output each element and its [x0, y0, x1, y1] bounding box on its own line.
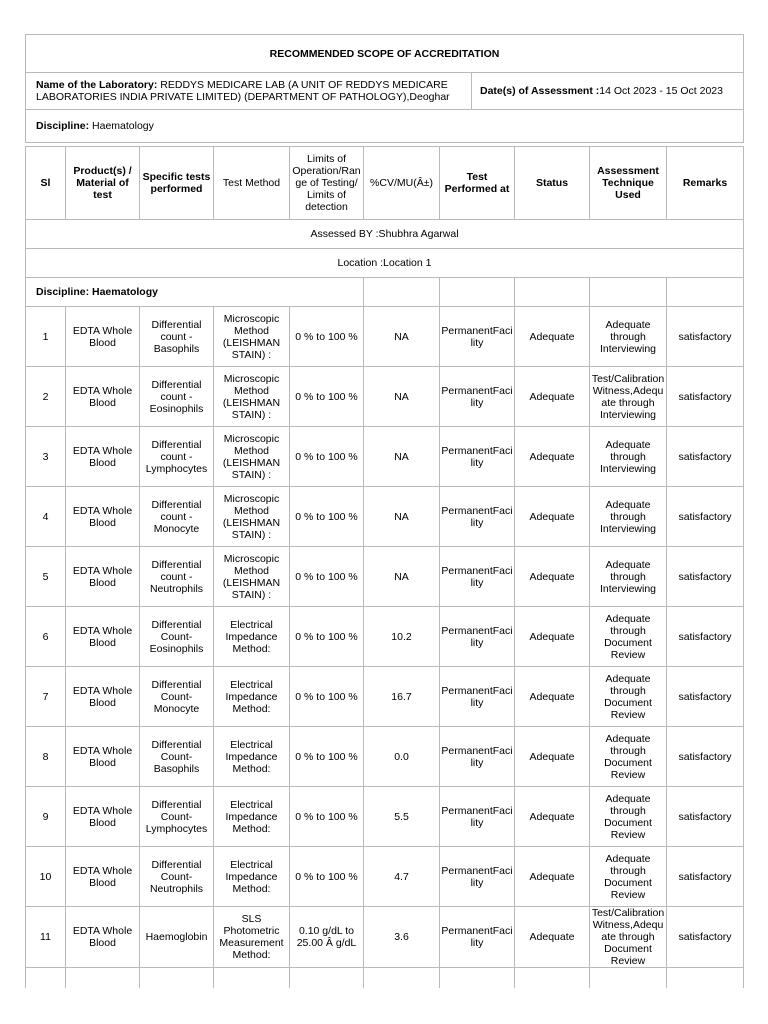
laboratory-name: REDDYS MEDICARE LAB (A UNIT OF REDDYS MEDICARE LABORATORIES INDIA PRIVATE LIMITED) (DEPARTMENT OF PATHOLOGY),Deoghar: [36, 79, 450, 103]
cell-limits: 0 % to 100 %: [290, 667, 364, 727]
empty-cell: [66, 968, 140, 989]
cell-product: EDTA Whole Blood: [66, 427, 140, 487]
cell-sl: 4: [26, 487, 66, 547]
location-row: [26, 249, 744, 278]
cell-remarks: satisfactory: [667, 487, 744, 547]
table-header-row: [26, 147, 744, 220]
cell-specific-test: Differential Count- Lymphocytes: [140, 787, 214, 847]
empty-cell: [590, 278, 667, 307]
empty-cell: [214, 968, 290, 989]
table-row: [26, 307, 744, 367]
cell-status: Adequate: [515, 367, 590, 427]
cell-test-method: Microscopic Method (LEISHMAN STAIN) :: [214, 487, 290, 547]
table-row: [26, 727, 744, 787]
table-row: [26, 547, 744, 607]
cell-limits: 0 % to 100 %: [290, 727, 364, 787]
cell-specific-test: Differential count - Eosinophils: [140, 367, 214, 427]
table-row: [26, 787, 744, 847]
cell-performed-at: PermanentFacility: [440, 547, 515, 607]
col-header-product: Product(s) / Material of test: [66, 147, 140, 220]
cell-performed-at: PermanentFacility: [440, 607, 515, 667]
cell-cv: 4.7: [364, 847, 440, 907]
cell-remarks: satisfactory: [667, 907, 744, 968]
cell-technique: Adequate through Interviewing: [590, 427, 667, 487]
cell-specific-test: Differential count - Neutrophils: [140, 547, 214, 607]
cell-cv: NA: [364, 307, 440, 367]
cell-remarks: satisfactory: [667, 427, 744, 487]
cell-remarks: satisfactory: [667, 727, 744, 787]
cell-status: Adequate: [515, 667, 590, 727]
cell-status: Adequate: [515, 427, 590, 487]
cell-test-method: Electrical Impedance Method:: [214, 847, 290, 907]
empty-cell: [440, 968, 515, 989]
cell-cv: 5.5: [364, 787, 440, 847]
cell-sl: 5: [26, 547, 66, 607]
cell-performed-at: PermanentFacility: [440, 367, 515, 427]
discipline-label: Discipline:: [36, 120, 90, 132]
cell-test-method: SLS Photometric Measurement Method:: [214, 907, 290, 968]
cell-cv: NA: [364, 367, 440, 427]
cell-test-method: Electrical Impedance Method:: [214, 607, 290, 667]
cell-sl: 8: [26, 727, 66, 787]
cell-specific-test: Differential Count- Monocyte: [140, 667, 214, 727]
empty-cell: [440, 278, 515, 307]
assessed-by: Assessed BY :Shubhra Agarwal: [26, 220, 744, 249]
cell-product: EDTA Whole Blood: [66, 367, 140, 427]
cell-status: Adequate: [515, 907, 590, 968]
cell-status: Adequate: [515, 547, 590, 607]
cell-limits: 0 % to 100 %: [290, 367, 364, 427]
cell-technique: Test/Calibration Witness,Adequate through Interviewing: [590, 367, 667, 427]
col-header-performed-at: Test Performed at: [440, 147, 515, 220]
cell-status: Adequate: [515, 727, 590, 787]
cell-test-method: Microscopic Method (LEISHMAN STAIN) :: [214, 547, 290, 607]
cell-sl: 6: [26, 607, 66, 667]
cell-technique: Adequate through Document Review: [590, 607, 667, 667]
cell-test-method: Electrical Impedance Method:: [214, 727, 290, 787]
cell-specific-test: Differential Count- Neutrophils: [140, 847, 214, 907]
cell-remarks: satisfactory: [667, 547, 744, 607]
cell-remarks: satisfactory: [667, 787, 744, 847]
cell-cv: 16.7: [364, 667, 440, 727]
discipline-value: Haematology: [92, 120, 154, 132]
empty-cell: [667, 278, 744, 307]
cell-test-method: Microscopic Method (LEISHMAN STAIN) :: [214, 367, 290, 427]
cell-performed-at: PermanentFacility: [440, 847, 515, 907]
assessment-date-label: Date(s) of Assessment :: [480, 85, 600, 97]
cell-status: Adequate: [515, 787, 590, 847]
cell-technique: Adequate through Document Review: [590, 727, 667, 787]
cell-test-method: Microscopic Method (LEISHMAN STAIN) :: [214, 427, 290, 487]
empty-cell: [140, 968, 214, 989]
cell-technique: Adequate through Interviewing: [590, 307, 667, 367]
cell-specific-test: Differential Count- Basophils: [140, 727, 214, 787]
cell-performed-at: PermanentFacility: [440, 667, 515, 727]
cell-product: EDTA Whole Blood: [66, 307, 140, 367]
cell-performed-at: PermanentFacility: [440, 907, 515, 968]
empty-cell: [590, 968, 667, 989]
col-header-cv: %CV/MU(Â±): [364, 147, 440, 220]
cell-limits: 0 % to 100 %: [290, 607, 364, 667]
cell-sl: 9: [26, 787, 66, 847]
cell-sl: 10: [26, 847, 66, 907]
col-header-sl: Sl: [26, 147, 66, 220]
empty-cell: [364, 278, 440, 307]
cell-sl: 11: [26, 907, 66, 968]
cell-specific-test: Haemoglobin: [140, 907, 214, 968]
col-header-remarks: Remarks: [667, 147, 744, 220]
cell-cv: 10.2: [364, 607, 440, 667]
cell-remarks: satisfactory: [667, 847, 744, 907]
cell-limits: 0 % to 100 %: [290, 307, 364, 367]
table-row: [26, 907, 744, 968]
cell-technique: Test/Calibration Witness,Adequate through Document Review: [590, 907, 667, 968]
cell-product: EDTA Whole Blood: [66, 727, 140, 787]
cell-sl: 7: [26, 667, 66, 727]
cell-product: EDTA Whole Blood: [66, 667, 140, 727]
table-row: [26, 847, 744, 907]
cell-specific-test: Differential count - Lymphocytes: [140, 427, 214, 487]
cell-status: Adequate: [515, 847, 590, 907]
cell-technique: Adequate through Document Review: [590, 847, 667, 907]
cell-product: EDTA Whole Blood: [66, 907, 140, 968]
cell-technique: Adequate through Document Review: [590, 787, 667, 847]
assessed-by-row: [26, 220, 744, 249]
document-title: RECOMMENDED SCOPE OF ACCREDITATION: [26, 35, 744, 73]
cell-remarks: satisfactory: [667, 307, 744, 367]
col-header-specific-tests: Specific tests performed: [140, 147, 214, 220]
cell-performed-at: PermanentFacility: [440, 727, 515, 787]
cell-product: EDTA Whole Blood: [66, 547, 140, 607]
cell-performed-at: PermanentFacility: [440, 787, 515, 847]
empty-cell: [290, 968, 364, 989]
empty-cell: [515, 968, 590, 989]
empty-cell: [26, 968, 66, 989]
assessment-date-value: 14 Oct 2023 - 15 Oct 2023: [599, 85, 723, 97]
table-row: [26, 487, 744, 547]
discipline-row: [26, 278, 744, 307]
col-header-test-method: Test Method: [214, 147, 290, 220]
cell-specific-test: Differential Count- Eosinophils: [140, 607, 214, 667]
cell-status: Adequate: [515, 607, 590, 667]
cell-technique: Adequate through Interviewing: [590, 487, 667, 547]
cell-cv: NA: [364, 427, 440, 487]
cell-sl: 2: [26, 367, 66, 427]
cell-cv: 0.0: [364, 727, 440, 787]
cell-specific-test: Differential count - Monocyte: [140, 487, 214, 547]
table-row: [26, 607, 744, 667]
empty-cell: [667, 968, 744, 989]
cell-limits: 0 % to 100 %: [290, 847, 364, 907]
cell-cv: NA: [364, 547, 440, 607]
table-row: [26, 427, 744, 487]
discipline-row-label: Discipline: Haematology: [26, 278, 364, 307]
cell-cv: 3.6: [364, 907, 440, 968]
cell-test-method: Electrical Impedance Method:: [214, 667, 290, 727]
discipline-cell: [26, 110, 744, 143]
scope-table: [25, 146, 744, 988]
cell-specific-test: Differential count - Basophils: [140, 307, 214, 367]
cell-remarks: satisfactory: [667, 367, 744, 427]
cell-performed-at: PermanentFacility: [440, 427, 515, 487]
cell-remarks: satisfactory: [667, 667, 744, 727]
cell-technique: Adequate through Document Review: [590, 667, 667, 727]
cell-limits: 0.10 g/dL to 25.00 Â g/dL: [290, 907, 364, 968]
laboratory-name-cell: [26, 73, 472, 110]
cell-sl: 1: [26, 307, 66, 367]
cell-technique: Adequate through Interviewing: [590, 547, 667, 607]
cell-product: EDTA Whole Blood: [66, 487, 140, 547]
cell-remarks: satisfactory: [667, 607, 744, 667]
assessment-date-cell: [472, 73, 744, 110]
table-row: [26, 667, 744, 727]
location: Location :Location 1: [26, 249, 744, 278]
col-header-technique: Assessment Technique Used: [590, 147, 667, 220]
cell-test-method: Microscopic Method (LEISHMAN STAIN) :: [214, 307, 290, 367]
cell-product: EDTA Whole Blood: [66, 607, 140, 667]
cell-sl: 3: [26, 427, 66, 487]
laboratory-label: Name of the Laboratory:: [36, 79, 158, 91]
cell-status: Adequate: [515, 487, 590, 547]
accreditation-document: [25, 34, 743, 988]
cell-product: EDTA Whole Blood: [66, 787, 140, 847]
cell-test-method: Electrical Impedance Method:: [214, 787, 290, 847]
table-row: [26, 367, 744, 427]
cell-limits: 0 % to 100 %: [290, 547, 364, 607]
cell-performed-at: PermanentFacility: [440, 307, 515, 367]
empty-cell: [515, 278, 590, 307]
cell-limits: 0 % to 100 %: [290, 787, 364, 847]
col-header-limits: Limits of Operation/Range of Testing/ Limits of detection: [290, 147, 364, 220]
col-header-status: Status: [515, 147, 590, 220]
cell-limits: 0 % to 100 %: [290, 487, 364, 547]
header-table: [25, 34, 744, 143]
empty-cell: [364, 968, 440, 989]
cell-status: Adequate: [515, 307, 590, 367]
table-continuation-row: [26, 968, 744, 989]
cell-limits: 0 % to 100 %: [290, 427, 364, 487]
cell-performed-at: PermanentFacility: [440, 487, 515, 547]
cell-cv: NA: [364, 487, 440, 547]
cell-product: EDTA Whole Blood: [66, 847, 140, 907]
